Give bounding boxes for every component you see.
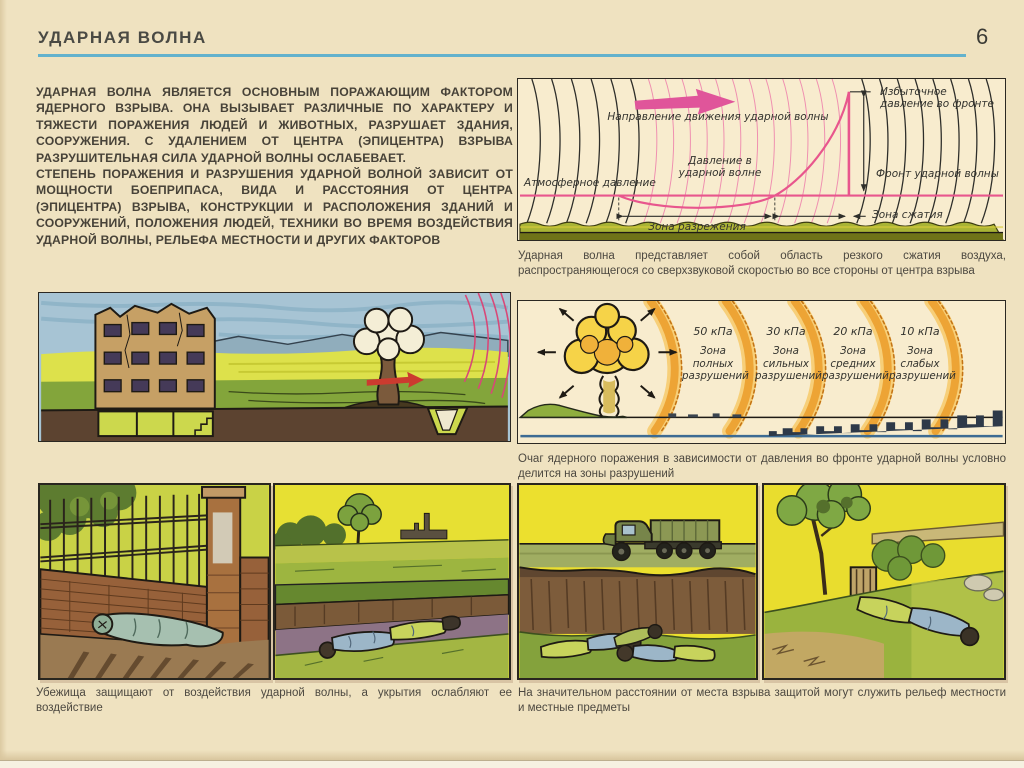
zone-label-50kpa (682, 325, 749, 383)
ditch-shelter-drawing (275, 485, 509, 678)
label-atmospheric-pressure: Атмосферное давление (524, 177, 656, 189)
zone-name: Зона сильных разрушений (755, 345, 822, 382)
intro-paragraph-2: СТЕПЕНЬ ПОРАЖЕНИЯ И РАЗРУШЕНИЯ УДАРНОЙ ВОЛНОЙ ЗАВИСИТ ОТ МОЩНОСТИ БОЕПРИПАСА, ВИДА И РАССТОЯНИЯ ОТ ЦЕНТРА (ЭПИЦЕНТРА) ВЗРЫВА, КОНСТРУКЦИИ И РАСПОЛОЖЕНИЯ ЗДАНИЙ И СООРУЖЕНИЙ, ПОЛОЖЕНИЯ ЛЮДЕЙ, ТЕХНИКИ ВО ВРЕМЯ ВОЗДЕЙСТВИЯ УДАРНОЙ ВОЛНЫ, РЕЛЬЕФА МЕСТНОСТИ И ДРУГИХ ФАКТОРОВ (36, 167, 513, 247)
cliff-shelter-illustration (517, 483, 758, 680)
zone-name: Зона средних разрушений (822, 345, 889, 382)
wall-shelter-illustration (38, 483, 271, 680)
zone-pressure: 30 кПа (766, 325, 806, 338)
wall-shelter-drawing (40, 485, 269, 678)
page-title: УДАРНАЯ ВОЛНА (38, 28, 207, 47)
zone-pressure: 50 кПа (693, 325, 733, 338)
scan-edge-bottom-white (0, 760, 1024, 768)
scan-edge-left (0, 0, 7, 768)
scan-edge-bottom (0, 750, 1024, 760)
label-wave-front: Фронт ударной волны (876, 168, 999, 180)
zone-label-30kpa (755, 325, 822, 383)
terrain-shelter-illustration (762, 483, 1006, 680)
label-excess-pressure: Избыточное давление во фронте (880, 86, 994, 110)
page-number: 6 (976, 24, 989, 49)
intro-text-block (36, 84, 513, 248)
zones-diagram-caption: Очаг ядерного поражения в зависимости от давления во фронте ударной волны условно делится на зоны разрушений (518, 453, 1006, 480)
ditch-shelter-illustration (273, 483, 511, 680)
terrain-shelter-drawing (764, 485, 1004, 678)
label-pressure-in-wave: Давление в ударной волне (678, 155, 762, 179)
zone-label-20kpa (822, 325, 889, 383)
zone-pressure: 10 кПа (900, 325, 940, 338)
title-underline (38, 54, 966, 57)
zone-name: Зона полных разрушений (682, 345, 749, 382)
label-wave-direction: Направление движения ударной волны (607, 111, 829, 123)
intro-paragraph-1: УДАРНАЯ ВОЛНА ЯВЛЯЕТСЯ ОСНОВНЫМ ПОРАЖАЮЩИМ ФАКТОРОМ ЯДЕРНОГО ВЗРЫВА. ОНА ВЫЗЫВАЕТ РАЗЛИЧНЫЕ ПО ХАРАКТЕРУ И ТЯЖЕСТИ ПОРАЖЕНИЯ ЛЮДЕЙ И ЖИВОТНЫХ, РАЗРУШАЕТ ЗДАНИЯ, СООРУЖЕНИЯ. С УДАЛЕНИЕМ ОТ ЦЕНТРА (ЭПИЦЕНТРА) ВЗРЫВА РАЗРУШИТЕЛЬНАЯ СИЛА УДАРНОЙ ВОЛНЫ ОСЛАБЕВАЕТ. (36, 85, 513, 165)
explosion-scene-drawing (39, 293, 510, 441)
destruction-zones-panel (517, 300, 1006, 444)
shelters-caption: Убежища защищают от воздействия ударной волны, а укрытия ослабляют ее воздействие (36, 687, 512, 714)
zone-label-10kpa (889, 325, 956, 383)
wave-diagram-caption: Ударная волна представляет собой область резкого сжатия воздуха, распространяющегося со сверхзвуковой скоростью во все стороны от центра взрыва (518, 250, 1006, 277)
cliff-shelter-drawing (519, 485, 756, 678)
explosion-scene-panel (38, 292, 511, 442)
zone-name: Зона слабых разрушений (889, 345, 956, 382)
label-compression-zone: Зона сжатия (872, 209, 943, 221)
zone-pressure: 20 кПа (833, 325, 873, 338)
terrain-caption: На значительном расстоянии от места взрыва защитой могут служить рельеф местности и местные предметы (518, 687, 1006, 714)
label-rarefaction-zone: Зона разрежения (648, 221, 746, 233)
pressure-wave-diagram-panel (517, 78, 1006, 241)
